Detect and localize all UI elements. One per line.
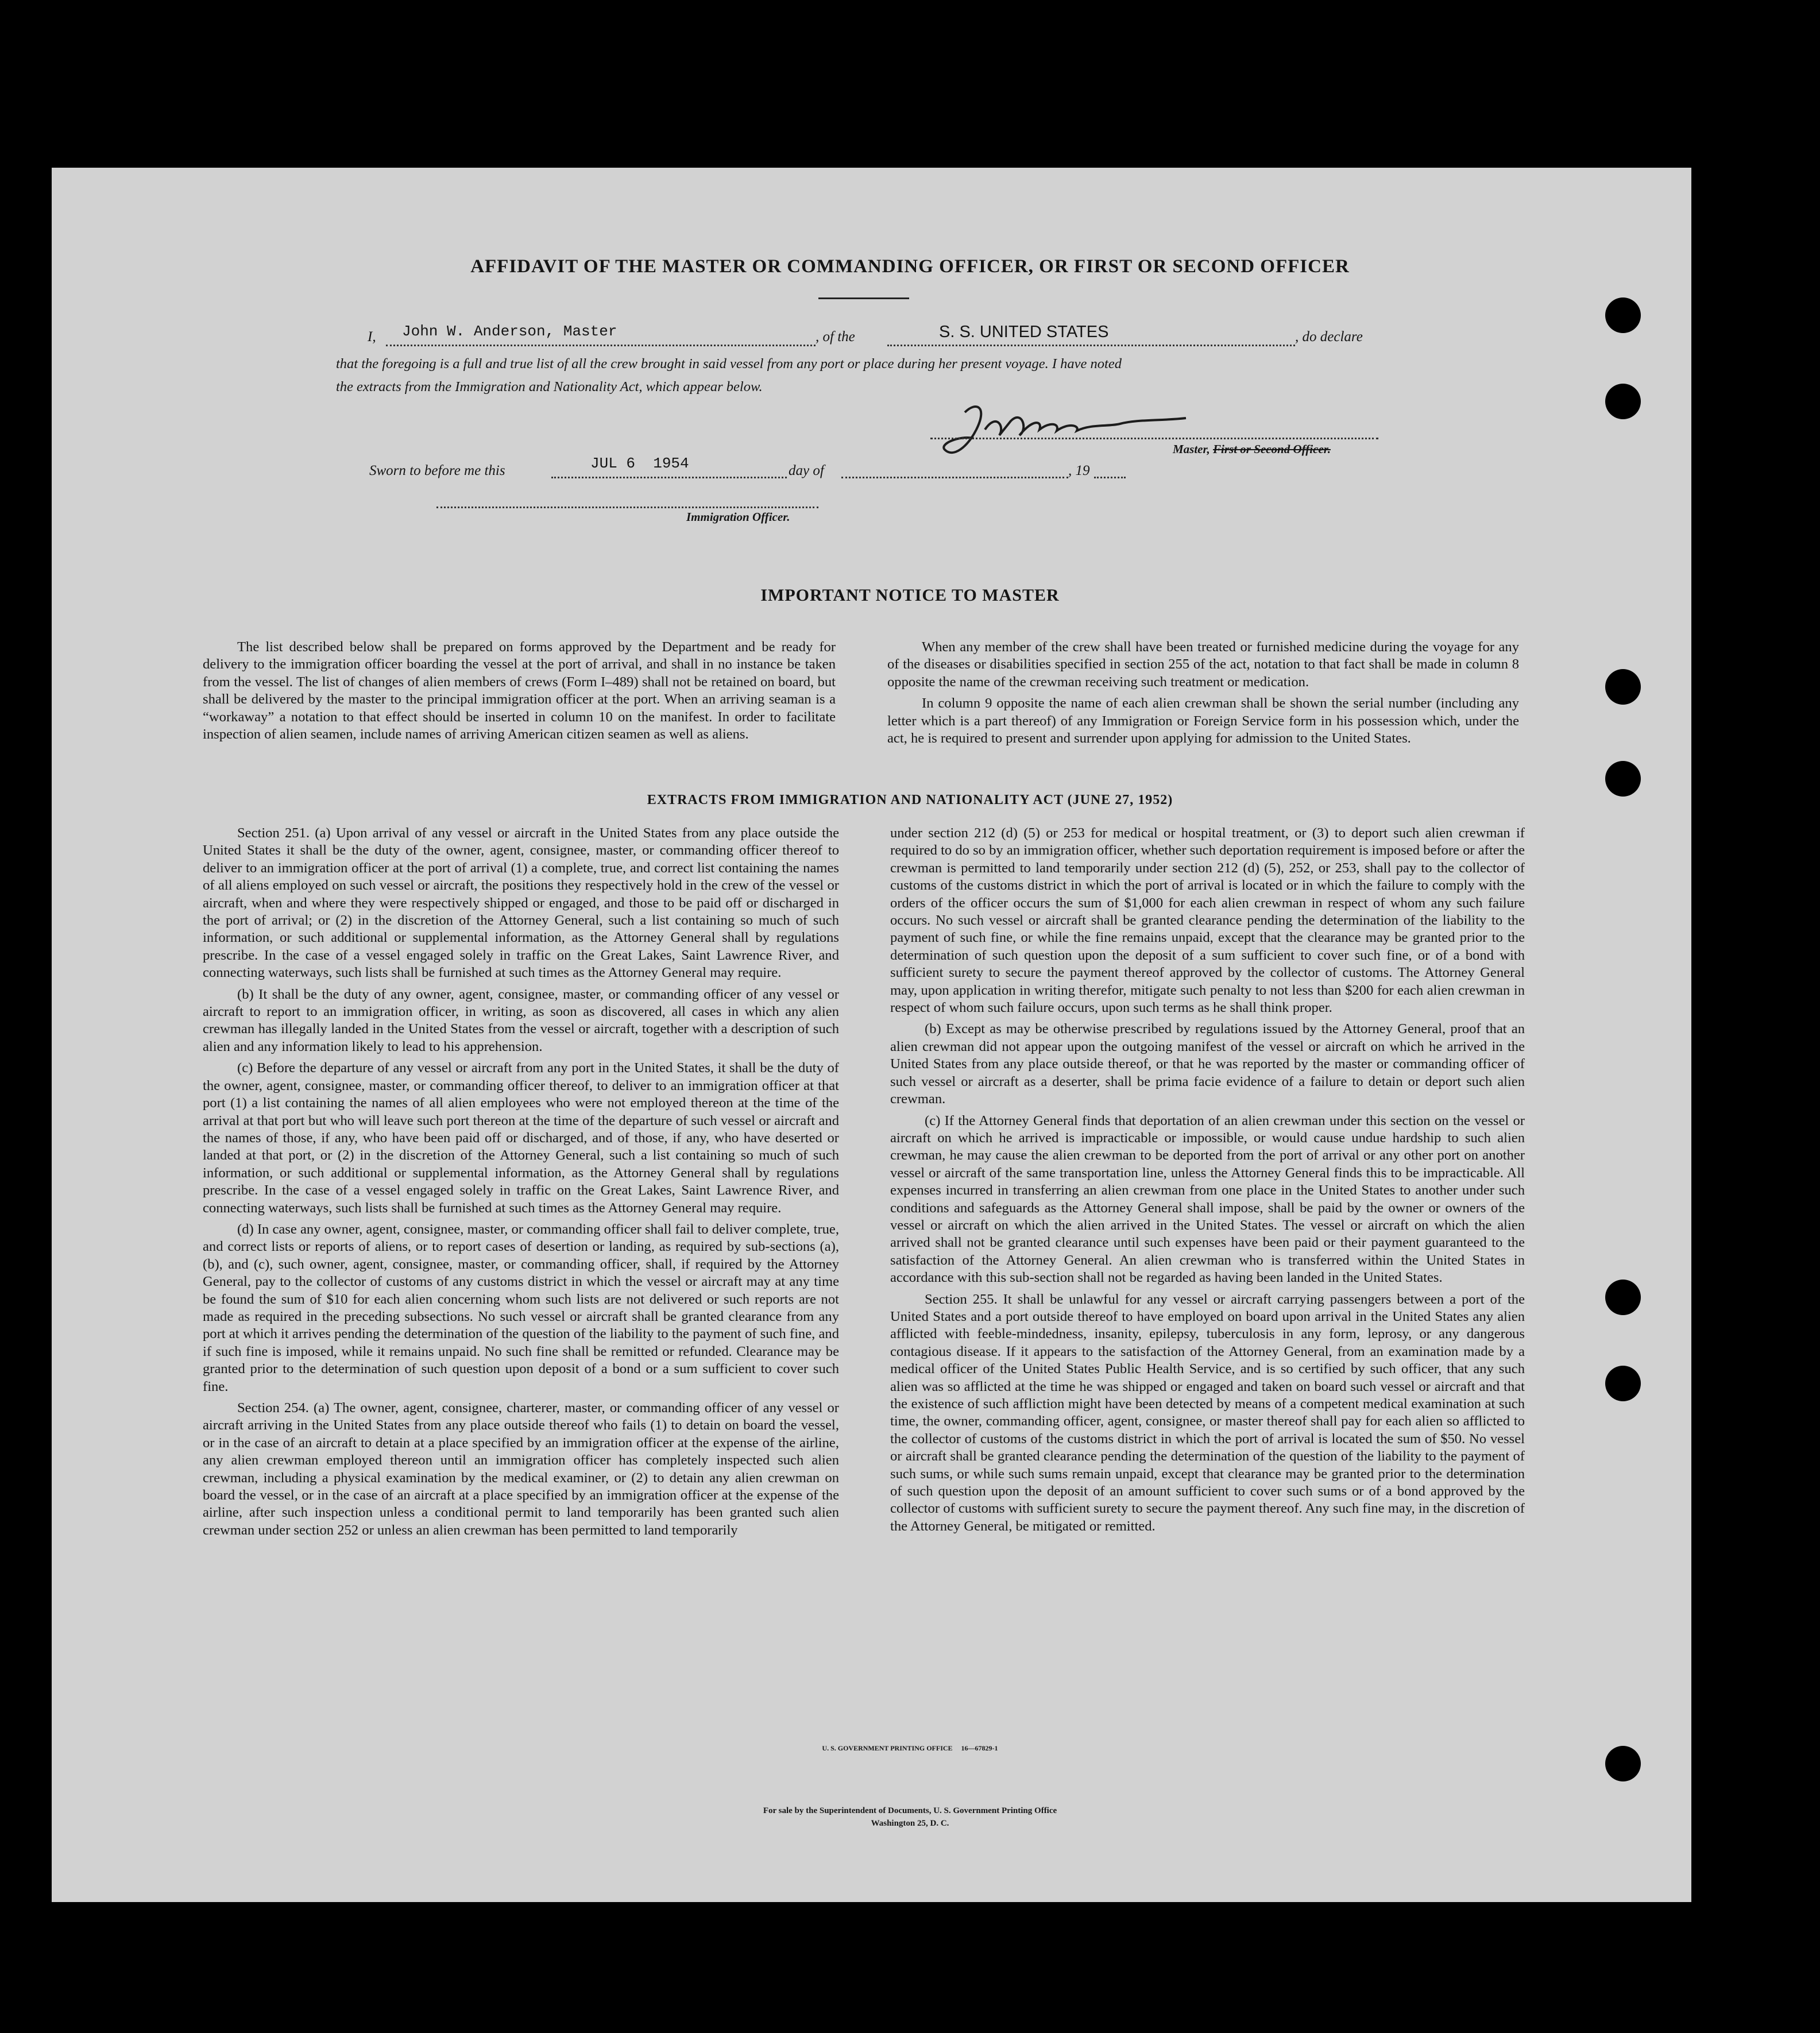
sworn-label: Sworn to before me this xyxy=(369,463,505,478)
day-of-label: day of xyxy=(789,463,824,478)
punch-hole xyxy=(1605,384,1641,419)
declaration-line-2: that the foregoing is a full and true list of all the crew brought in said vessel from any port or place during her present voyage. I have noted xyxy=(336,356,1122,372)
punch-hole xyxy=(1605,297,1641,333)
struck-officer-label: First or Second Officer. xyxy=(1213,442,1331,456)
notice-right-column xyxy=(887,639,1519,751)
punch-hole xyxy=(1605,1366,1641,1401)
month-line xyxy=(841,477,1068,478)
vessel-line xyxy=(887,345,1295,346)
i-label: I, xyxy=(368,329,376,345)
extract-paragraph: under section 212 (d) (5) or 253 for medical or hospital treatment, or (3) to deport such alien crewman if required to do so by an immigration officer, whether such deportation requirement is imposed before or after the crewman is permitted to land temporarily under section 212 (d) (5), 252, or 253, shall pay to the collector of customs of the customs district in which the port of arrival is located or in which the failure to comply with the orders of the officer occurs the sum of $1,000 for each alien crewman in respect of whom any such failure occurs. No such vessel or aircraft shall be granted clearance pending the determination of the liability to the payment of such fine, or while the fine remains unpaid, except that the clearance may be granted prior to the determination of such question upon the deposit of a sum sufficient to cover such fine, or of a bond with sufficient surety to secure the payment thereof approved by the collector of customs. The Attorney General may, upon application in writing therefor, mitigate such penalty to not less than $200 for each alien crewman in respect of whom such failure occurs, upon such terms as he shall think proper. xyxy=(890,825,1525,1016)
notice-right-paragraph-2: In column 9 opposite the name of each alien crewman shall be shown the serial number (including any letter which is a part thereof) of any Immigration or Foreign Service form in his possession which, under the act, he is required to present and surrender upon applying for admission to the United States. xyxy=(887,695,1519,747)
of-the-label: , of the xyxy=(816,329,855,345)
signature xyxy=(942,395,1206,467)
notice-title: IMPORTANT NOTICE TO MASTER xyxy=(760,586,1060,605)
extract-paragraph: Section 254. (a) The owner, agent, consignee, charterer, master, or commanding officer of any vessel or aircraft arriving in the United States from any place outside thereof who fails (1) to detain on board the vessel, or in the case of an aircraft to detain at a place specified by an immigration officer at the expense of the airline, any alien crewman employed thereon until an immigration officer has completely inspected such alien crewman, including a physical examination by the medical examiner, or (2) to detain any alien crewman on board the vessel, or in the case of an aircraft at a place specified by an immigration officer at the expense of the airline, after such inspection unless a conditional permit to land temporarily has been granted such alien crewman under section 252 or unless an alien crewman has been permitted to land temporarily xyxy=(203,1400,839,1538)
punch-hole xyxy=(1605,1280,1641,1315)
punch-hole xyxy=(1605,669,1641,705)
affidavit-title: AFFIDAVIT OF THE MASTER OR COMMANDING OFFICER, OR FIRST OR SECOND OFFICER xyxy=(470,256,1350,277)
extract-paragraph: (b) It shall be the duty of any owner, agent, consignee, master, or commanding officer of any vessel or aircraft to report to an immigration officer, in writing, as soon as discovered, all cases in which any alien crewman has illegally landed in the United States from the vessel or aircraft, together with a description of such alien and any information likely to lead to his apprehension. xyxy=(203,986,839,1054)
printing-office-line: U. S. GOVERNMENT PRINTING OFFICE 16—67829-1 xyxy=(822,1744,998,1752)
punch-hole xyxy=(1605,761,1641,797)
sale-line-2: Washington 25, D. C. xyxy=(871,1819,949,1828)
notice-left-paragraph: The list described below shall be prepared on forms approved by the Department and be ready for delivery to the immigration officer boarding the vessel at the port of arrival, and shall in no instance be taken from the vessel. The list of changes of alien members of crews (Form I–489) shall not be retained on board, but shall be delivered by the master to the principal immigration officer at the port. When an arriving seaman is a “workaway” a notation to that effect should be inserted in column 10 on the manifest. In order to facilitate inspection of alien seamen, include names of arriving American citizen seamen as well as aliens. xyxy=(203,639,836,743)
extract-paragraph: Section 251. (a) Upon arrival of any vessel or aircraft in the United States from any place outside the United States it shall be the duty of the owner, agent, consignee, master, or commanding officer thereof to deliver to an immigration officer at the port of arrival (1) a complete, true, and correct list containing the names of all aliens employed on such vessel or aircraft, the positions they respectively hold in the crew of the vessel or aircraft, when and where they were respectively shipped or engaged, and those to be paid off or discharged in the port of arrival; or (2) in the discretion of the Attorney General, such a list containing so much of such information, or such additional or supplemental information, as the Attorney General shall by regulations prescribe. In the case of a vessel engaged solely in traffic on the Great Lakes, Saint Lawrence River, and connecting waterways, such lists shall be furnished at such times as the Attorney General may require. xyxy=(203,825,839,981)
extract-paragraph: (b) Except as may be otherwise prescribed by regulations issued by the Attorney General, proof that an alien crewman did not appear upon the outgoing manifest of the vessel or aircraft on which he arrived in the United States from any place outside thereof, or that he was reported by the master or commanding officer of such vessel or aircraft as a deserter, shall be prima facie evidence of a failure to detain or deport such alien crewman. xyxy=(890,1021,1525,1107)
year-line xyxy=(1094,477,1126,478)
signature-line xyxy=(930,438,1378,439)
master-word: Master, xyxy=(1173,442,1210,456)
notice-right-paragraph-1: When any member of the crew shall have been treated or furnished medicine during the voyage for any of the diseases or disabilities specified in section 255 of the act, notation to that fact shall be made in column 8 opposite the name of the crewman receiving such treatment or medication. xyxy=(887,639,1519,690)
immigration-officer-label: Immigration Officer. xyxy=(686,510,790,524)
extracts-left-column xyxy=(203,825,839,1543)
notice-left-column xyxy=(203,639,836,747)
do-declare-label: , do declare xyxy=(1295,329,1363,345)
master-name-field[interactable]: John W. Anderson, Master xyxy=(402,323,617,340)
sworn-date-line xyxy=(551,477,787,478)
vessel-field[interactable]: S. S. UNITED STATES xyxy=(939,323,1109,341)
extracts-right-column xyxy=(890,825,1525,1539)
extracts-title: EXTRACTS FROM IMMIGRATION AND NATIONALITY ACT (JUNE 27, 1952) xyxy=(647,793,1173,807)
officer-line xyxy=(436,507,818,508)
extract-paragraph: (c) If the Attorney General finds that deportation of an alien crewman under this section on the vessel or aircraft on which he arrived is impracticable or impossible, or would cause undue hardship to such alien crewman, he may cause the alien crewman to be deported from the port of arrival or any other port on another vessel or aircraft of the same transportation line, unless the Attorney General finds this to be impracticable. All expenses incurred in transferring an alien crewman from one place in the United States to another under such conditions and safeguards as the Attorney General shall impose, shall be paid by the owner or owners of the vessel or aircraft on which the alien arrived in the United States. The vessel or aircraft on which the alien arrived shall not be granted clearance until such expenses have been paid or their payment guaranteed to the satisfaction of the Attorney General. An alien crewman who is transferred within the United States in accordance with this sub-section shall not be regarded as having been landed in the United States. xyxy=(890,1112,1525,1286)
extract-paragraph: (d) In case any owner, agent, consignee, master, or commanding officer shall fail to deliver complete, true, and correct lists or reports of aliens, or to report cases of desertion or landing, as required by sub-sections (a), (b), and (c), such owner, agent, consignee, master, or commanding officer, shall, if required by the Attorney General, pay to the collector of customs of any customs district in which the vessel or aircraft may at any time be found the sum of $10 for each alien concerning whom such lists are not delivered or such reports are not made as required in the preceding subsections. No such vessel or aircraft shall be granted clearance from any port at which it arrives pending the determination of the question of the liability to the payment of such fine, and if such fine is imposed, while it remains unpaid. No such fine shall be remitted or refunded. Clearance may be granted prior to the determination of such question upon deposit of a bond or a sum sufficient to cover such fine. xyxy=(203,1221,839,1394)
sworn-date-stamp[interactable]: JUL 6 1954 xyxy=(590,455,689,472)
year-label: , 19 xyxy=(1068,463,1090,478)
title-underline xyxy=(818,297,909,299)
name-line xyxy=(386,345,816,346)
extract-paragraph: (c) Before the departure of any vessel or aircraft from any port in the United States, it shall be the duty of the owner, agent, consignee, master, or commanding officer thereof, to deliver to an immigration officer at that port (1) a list containing the names of all alien employees who were not employed thereon at the time of the arrival at that port but who will leave such port thereon at the time of the departure of such vessel or aircraft and the names of those, if any, who have been paid off or discharged, and of those, if any, who have deserted or landed at that port, or (2) in the discretion of the Attorney General, such a list containing so much of such information, or such additional or supplemental information, as the Attorney General shall by regulations prescribe. In the case of a vessel engaged solely in traffic on the Great Lakes, Saint Lawrence River, and connecting waterways, such lists shall be furnished at such times as the Attorney General may require. xyxy=(203,1060,839,1216)
signature-scribble xyxy=(942,395,1206,467)
declaration-line-3: the extracts from the Immigration and Nationality Act, which appear below. xyxy=(336,379,763,395)
extract-paragraph: Section 255. It shall be unlawful for any vessel or aircraft carrying passengers between a port of the United States and a port outside thereof to have employed on board upon arrival in the United States any alien afflicted with feeble-mindedness, insanity, epilepsy, tuberculosis in any form, leprosy, or any dangerous contagious disease. If it appears to the satisfaction of the Attorney General, from an examination made by a medical officer of the United States Public Health Service, and is so certified by such officer, that any such alien was so afflicted at the time he was shipped or engaged and taken on board such vessel or aircraft and that the existence of such affliction might have been detected by means of a competent medical examination at such time, the owner, commanding officer, agent, consignee, or master thereof shall pay for each alien so afflicted to the collector of customs of the customs district in which the port of arrival is located the sum of $50. No vessel or aircraft shall be granted clearance pending the determination of the question of the liability to the payment of such sums, or while such sums remain unpaid, except that clearance may be granted prior to the determination of such question upon the deposit of an amount sufficient to cover such sums or of a bond approved by the collector of customs with sufficient surety to secure the payment thereof. Any such fine may, in the discretion of the Attorney General, be mitigated or remitted. xyxy=(890,1291,1525,1534)
master-label xyxy=(1173,442,1331,457)
sale-line-1: For sale by the Superintendent of Documents, U. S. Government Printing Office xyxy=(763,1806,1057,1815)
